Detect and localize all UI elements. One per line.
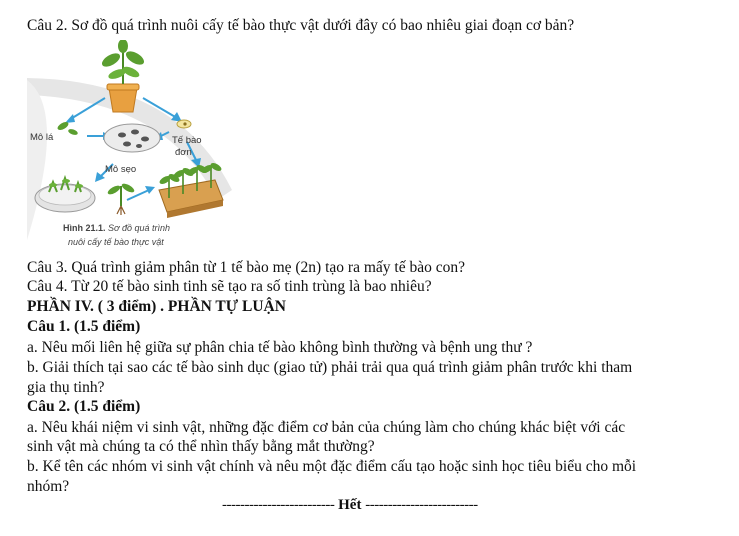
question-3: Câu 3. Quá trình giảm phân từ 1 tế bào mẹ (2n) tạo ra mấy tế bào con? xyxy=(27,259,465,276)
essay-2-a-line2: sinh vật mà chúng ta có thể nhìn thấy bằng mắt thường? xyxy=(27,438,375,455)
essay-1-heading: Câu 1. (1.5 điểm) xyxy=(27,318,141,335)
essay-2-b-line2: nhóm? xyxy=(27,478,70,495)
plant-tissue-culture-figure xyxy=(27,40,252,258)
label-single-cell-2: đơn xyxy=(175,147,192,158)
callus-dish-icon xyxy=(104,124,160,152)
end-dashes-right: ------------------------- xyxy=(365,497,478,513)
figure-caption-text: Sơ đồ quá trình xyxy=(108,223,171,233)
figure-caption-number: Hình 21.1. xyxy=(63,223,106,233)
end-marker xyxy=(222,497,478,514)
essay-2-a-line1: a. Nêu khái niệm vi sinh vật, những đặc điểm cơ bản của chúng làm cho chúng khác biệt với các xyxy=(27,419,626,436)
question-4: Câu 4. Từ 20 tế bào sinh tinh sẽ tạo ra số tinh trùng là bao nhiêu? xyxy=(27,278,432,295)
seedling-dish-icon xyxy=(35,178,95,212)
label-single-cell-1: Tế bào xyxy=(172,135,202,146)
leaf-tissue-icon xyxy=(56,120,78,136)
label-leaf-tissue: Mô lá xyxy=(30,132,54,143)
essay-2-b-line1: b. Kể tên các nhóm vi sinh vật chính và nêu một đặc điểm cấu tạo hoặc sinh học tiêu biểu cho mỗi xyxy=(27,458,637,475)
essay-2-heading: Câu 2. (1.5 điểm) xyxy=(27,398,141,415)
label-callus: Mô sẹo xyxy=(105,164,137,175)
single-cell-icon xyxy=(177,120,191,128)
essay-1-b-line1: b. Giải thích tại sao các tế bào sinh dục (giao tử) phải trải qua quá trình giảm phân trước khi tham xyxy=(27,359,633,376)
figure-caption-line1 xyxy=(63,223,170,234)
part-4-heading: PHẦN IV. ( 3 điểm) . PHẦN TỰ LUẬN xyxy=(27,298,286,315)
question-2-top: Câu 2. Sơ đồ quá trình nuôi cấy tế bào thực vật dưới đây có bao nhiêu giai đoạn cơ bản? xyxy=(27,17,575,34)
end-dashes-left: ------------------------- xyxy=(222,497,335,513)
essay-1-b-line2: gia thụ tinh? xyxy=(27,379,105,396)
figure-caption-line2: nuôi cấy tế bào thực vật xyxy=(68,237,164,247)
end-word: Hết xyxy=(338,497,362,513)
essay-1-a: a. Nêu mối liên hệ giữa sự phân chia tế bào không bình thường và bệnh ung thư ? xyxy=(27,339,533,356)
